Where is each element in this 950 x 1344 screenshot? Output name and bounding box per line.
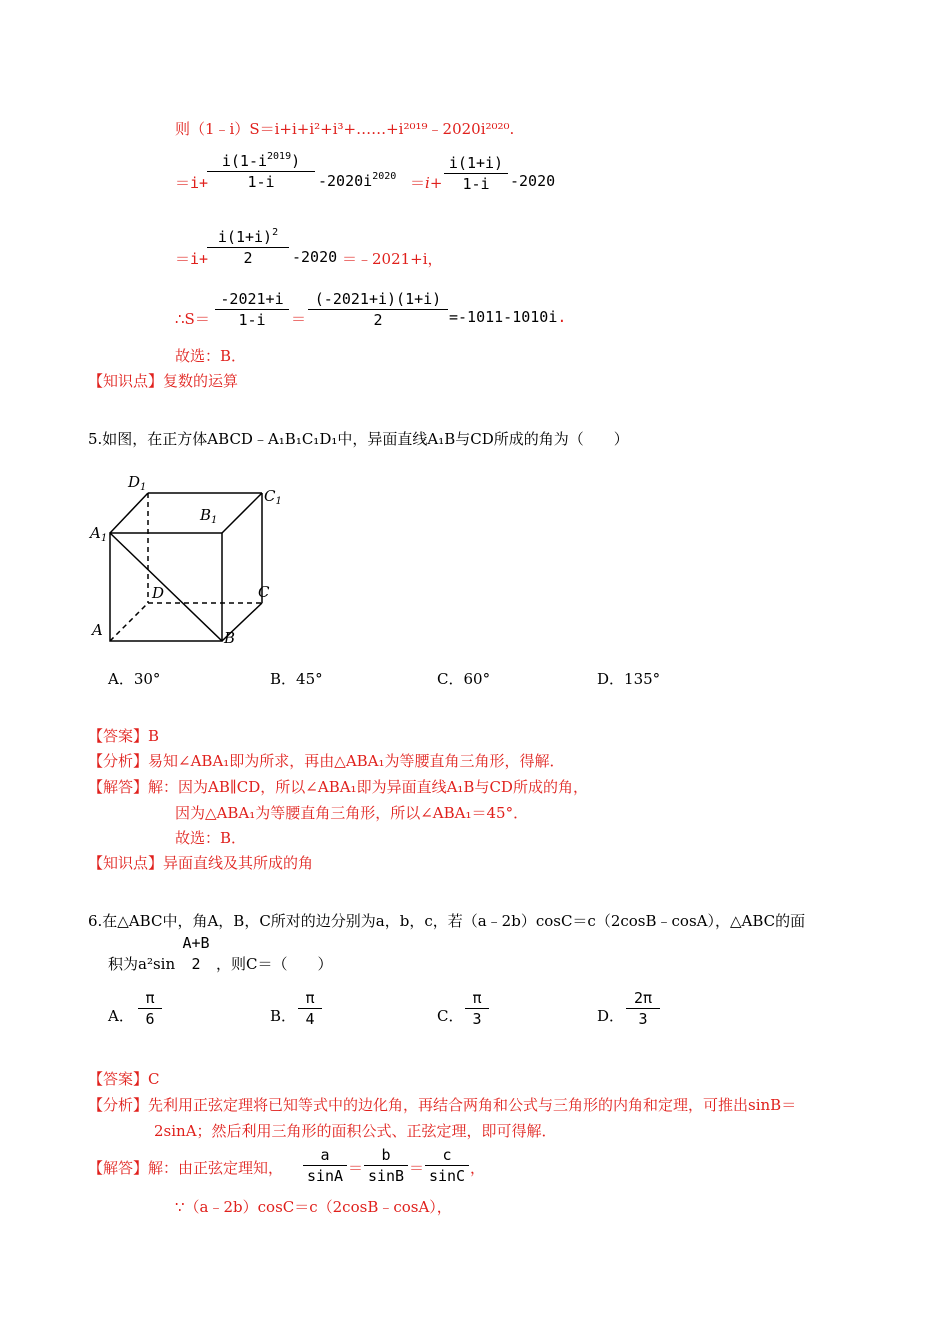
- q6-stem-1: 6.在△ABC中，角A，B，C所对的边分别为a，b，c，若（a﹣2b）cosC＝c（2cosB﹣cosA），△ABC的面: [88, 912, 806, 930]
- q4-eq1-eq: ＝i+: [175, 174, 209, 192]
- q5-option-a[interactable]: A．30°: [108, 670, 161, 688]
- q5-option-d[interactable]: D．135°: [597, 670, 661, 688]
- q6-stem-2-post: ，则C＝（ ）: [216, 955, 333, 973]
- q4-eq3-frac2: [308, 290, 448, 329]
- q4-eq2-num: i(1+i): [217, 228, 273, 246]
- q4-eq3-den: 1-i: [238, 311, 266, 329]
- q6-sol-eq2: ＝: [409, 1159, 425, 1177]
- svg-text:D1: $D_1$: [128, 473, 147, 493]
- q5-option-c[interactable]: C．60°: [437, 670, 491, 688]
- q6-option-c[interactable]: C．: [437, 1007, 464, 1025]
- q6-analysis: 【分析】先利用正弦定理将已知等式中的边化角，再结合两角和公式与三角形的内角和定理，可推出sinB＝: [88, 1096, 797, 1114]
- diagonal-a1b: [110, 533, 222, 641]
- svg-text:C1: $C_1$: [264, 487, 282, 507]
- q4-eq2-mid: -2020: [292, 248, 338, 266]
- q4-eq3-frac1: [215, 290, 289, 329]
- svg-text:A: A: [92, 621, 103, 639]
- q4-eq1-den2: 1-i: [462, 175, 490, 193]
- q6-sol-frac2: b sinB: [364, 1146, 408, 1185]
- q4-eq2-exp: 2: [272, 227, 279, 238]
- q5-stem: 5.如图，在正方体ABCD﹣A₁B₁C₁D₁中，异面直线A₁B与CD所成的角为（ ）: [88, 430, 629, 448]
- kp-tag: 【知识点】: [88, 372, 164, 390]
- q6-option-a-frac: π 6: [138, 989, 162, 1028]
- q4-choose: 故选：B．: [175, 347, 247, 365]
- q4-eq3-prefix: ∴S＝: [175, 310, 210, 328]
- q5-cube-figure: [88, 465, 288, 650]
- q5-solution: 【解答】解：因为AB∥CD，所以∠ABA₁即为异面直线A₁B与CD所成的角，: [88, 778, 588, 796]
- q4-eq1-num: i(1-i: [221, 152, 268, 170]
- q4-line1: 则（1﹣i）S＝i+i+i²+i³+……+i²⁰¹⁹﹣2020i²⁰²⁰.: [175, 120, 515, 138]
- q4-eq1-mid: $-2020i^{2020}$: [318, 171, 397, 190]
- q6-sol-frac3: c sinC: [425, 1146, 469, 1185]
- q4-eq1-num-close: ): [291, 152, 301, 170]
- q6-solution-2: ∵（a﹣2b）cosC＝c（2cosB﹣cosA），: [175, 1198, 452, 1216]
- q4-eq1-exp: 2019: [267, 151, 292, 162]
- q5-answer: 【答案】B: [88, 727, 160, 745]
- q5-solution-3: 故选：B．: [175, 829, 247, 847]
- q6-option-a[interactable]: A．: [108, 1007, 134, 1025]
- q4-eq1-mid-exp: 2020: [372, 171, 397, 182]
- svg-text:A1: $A_1$: [90, 524, 108, 544]
- q4-eq2-den: 2: [243, 249, 253, 267]
- svg-text:B1: $B_1$: [200, 506, 218, 526]
- q6-option-d-frac: 2π 3: [626, 989, 660, 1028]
- q6-sol-eq1: ＝: [348, 1159, 364, 1177]
- q4-eq1-i: ＝i+: [410, 174, 443, 192]
- q4-eq3-num: -2021+i: [220, 290, 284, 308]
- q5-analysis: 【分析】易知∠ABA₁即为所求，再由△ABA₁为等腰直角三角形，得解．: [88, 752, 565, 770]
- q4-eq1-frac1: [207, 152, 315, 191]
- q6-stem-2-pre: 积为a²sin: [108, 955, 176, 973]
- q5-option-b[interactable]: B．45°: [270, 670, 323, 688]
- q4-eq3-end: =-1011-1010i.: [449, 308, 567, 326]
- q4-knowledge-point: [88, 370, 238, 391]
- q4-eq1-num2: i(1+i): [448, 154, 504, 172]
- q6-answer: 【答案】C: [88, 1070, 160, 1088]
- q4-eq2-end: ＝﹣2021+i，: [342, 250, 443, 268]
- q4-eq3-den2: 2: [373, 311, 383, 329]
- q6-stem-frac-num: A+B: [182, 934, 210, 952]
- q6-option-b-frac: π 4: [298, 989, 322, 1028]
- q4-eq1-end: -2020: [510, 172, 556, 190]
- q4-eq1-den: 1-i: [247, 173, 275, 191]
- q6-stem-frac: [178, 934, 214, 973]
- q5-solution-2: 因为△ABA₁为等腰直角三角形，所以∠ABA₁＝45°．: [175, 804, 529, 822]
- q6-stem-frac-den: 2: [191, 955, 201, 973]
- q4-eq1-prefix: [175, 172, 208, 193]
- q4-eq2-prefix: ＝i+: [175, 250, 209, 268]
- svg-text:C: C: [258, 583, 270, 601]
- kp-text: 复数的运算: [163, 372, 239, 390]
- q6-option-b[interactable]: B．: [270, 1007, 297, 1025]
- q5-knowledge-point: 【知识点】异面直线及其所成的角: [88, 854, 314, 872]
- q4-eq2-frac: [207, 228, 289, 267]
- svg-text:D: D: [152, 584, 165, 602]
- q6-sol-frac1: a sinA: [303, 1146, 347, 1185]
- q6-solution: 【解答】解：由正弦定理知，: [88, 1159, 284, 1177]
- q6-option-d[interactable]: D．: [597, 1007, 625, 1025]
- q6-option-c-frac: π 3: [465, 989, 489, 1028]
- q4-eq1-frac2: [444, 154, 508, 193]
- svg-text:B: B: [224, 629, 236, 647]
- q6-analysis-2: 2sinA；然后利用三角形的面积公式、正弦定理，即可得解．: [154, 1122, 557, 1140]
- q6-sol-comma: ，: [470, 1159, 486, 1177]
- q4-eq3-num2: (-2021+i)(1+i): [314, 290, 442, 308]
- q4-eq3-eq: ＝: [291, 310, 307, 328]
